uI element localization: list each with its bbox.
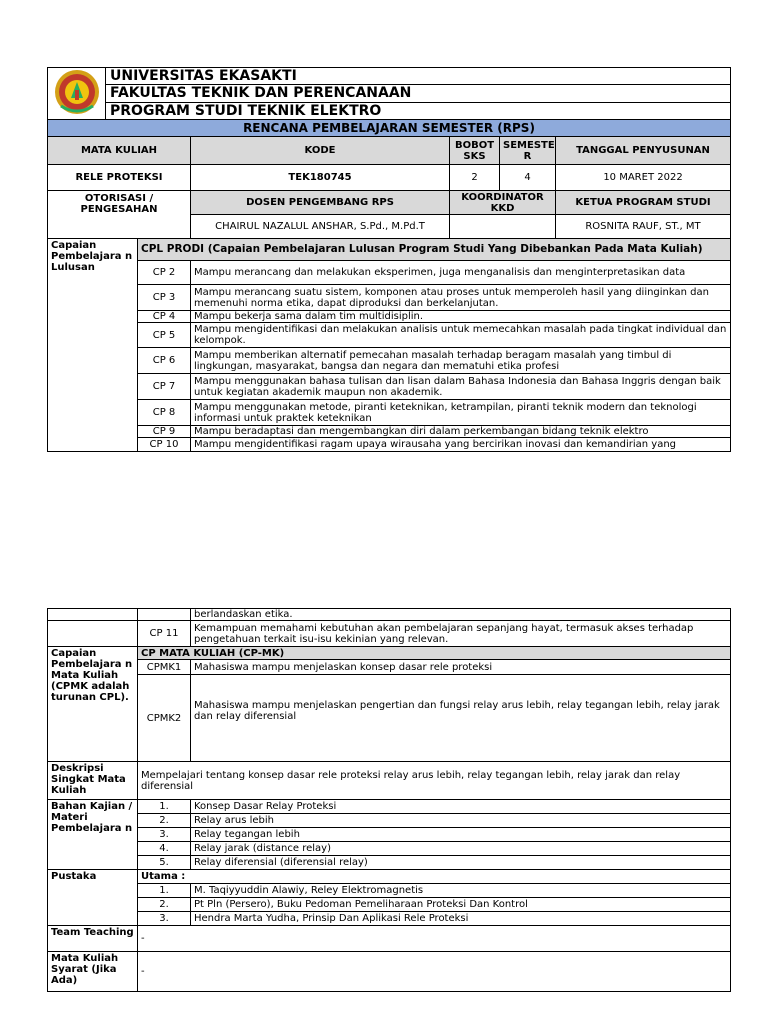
- value-tanggal: 10 MARET 2022: [556, 165, 731, 191]
- bahan-text: Relay jarak (distance relay): [191, 842, 731, 856]
- bahan-num: 2.: [138, 814, 191, 828]
- cp-code: CP 9: [138, 426, 191, 438]
- value-semester: 4: [500, 165, 556, 191]
- blank-side-cell: [48, 621, 138, 647]
- university-seal-icon: [51, 68, 103, 116]
- deskripsi-text: Mempelajari tentang konsep dasar rele proteksi relay arus lebih, relay tegangan lebih, relay jarak dan relay diferensial: [138, 762, 731, 800]
- header-koordinator: KOORDINATOR KKD: [450, 191, 556, 215]
- header-semester: SEMESTE R: [500, 137, 556, 165]
- blank-code-cell: [138, 609, 191, 621]
- cp-text: Mampu merancang suatu sistem, komponen atau proses untuk memperoleh hasil yang diinginkan dan memenuhi norma etika, dapat diproduksi dan berkelanjutan.: [191, 285, 731, 311]
- cp-code: CP 7: [138, 374, 191, 400]
- value-bobot: 2: [450, 165, 500, 191]
- value-kode: TEK180745: [191, 165, 450, 191]
- header-kode: KODE: [191, 137, 450, 165]
- cp-text: Mampu beradaptasi dan mengembangkan diri dalam perkembangan bidang teknik elektro: [191, 426, 731, 438]
- header-tanggal: TANGGAL PENYUSUNAN: [556, 137, 731, 165]
- cp-code: CP 11: [138, 621, 191, 647]
- pustaka-num: 2.: [138, 898, 191, 912]
- cpmk-code: CPMK1: [138, 660, 191, 675]
- cp-code: CP 8: [138, 400, 191, 426]
- deskripsi-side-label: Deskripsi Singkat Mata Kuliah: [48, 762, 138, 800]
- rps-table-page2: [47, 608, 731, 992]
- header-mata-kuliah: MATA KULIAH: [48, 137, 191, 165]
- university-logo: [48, 68, 106, 120]
- bahan-text: Relay tegangan lebih: [191, 828, 731, 842]
- cpmk-code: CPMK2: [138, 675, 191, 762]
- cp-text: Mampu mengidentifikasi dan melakukan analisis untuk memecahkan masalah pada tingkat individual dan kelompok.: [191, 323, 731, 348]
- bahan-text: Relay diferensial (diferensial relay): [191, 856, 731, 870]
- cp-text: Mampu merancang dan melakukan eksperimen, juga menganalisis dan menginterpretasikan data: [191, 261, 731, 285]
- blank-side-cell: [48, 609, 138, 621]
- bahan-num: 5.: [138, 856, 191, 870]
- cpmk-heading: CP MATA KULIAH (CP-MK): [138, 647, 731, 660]
- faculty-name: FAKULTAS TEKNIK DAN PERENCANAAN: [106, 85, 731, 102]
- cpl-side-label: Capaian Pembelajara n Lulusan: [48, 239, 138, 452]
- pustaka-text: Pt Pln (Persero), Buku Pedoman Pemeliharaan Proteksi Dan Kontrol: [191, 898, 731, 912]
- cpmk-side-label: Capaian Pembelajara n Mata Kuliah (CPMK adalah turunan CPL).: [48, 647, 138, 762]
- bahan-side-label: Bahan Kajian / Materi Pembelajara n: [48, 800, 138, 870]
- bahan-num: 4.: [138, 842, 191, 856]
- cp-text: Mampu mengidentifikasi ragam upaya wirausaha yang bercirikan inovasi dan kemandirian yang: [191, 438, 731, 452]
- syarat-value: -: [138, 952, 731, 992]
- value-koordinator: [450, 215, 556, 239]
- value-dosen: CHAIRUL NAZALUL ANSHAR, S.Pd., M.Pd.T: [191, 215, 450, 239]
- header-dosen: DOSEN PENGEMBANG RPS: [191, 191, 450, 215]
- bahan-text: Relay arus lebih: [191, 814, 731, 828]
- letterhead: [47, 67, 731, 120]
- cp-code: CP 6: [138, 348, 191, 374]
- cp-text: Mampu menggunakan bahasa tulisan dan lisan dalam Bahasa Indonesia dan Bahasa Inggris dengan baik untuk kegiatan akademik maupun non akademik.: [191, 374, 731, 400]
- cp-code: CP 3: [138, 285, 191, 311]
- team-side-label: Team Teaching: [48, 926, 138, 952]
- cpl-heading: CPL PRODI (Capaian Pembelajaran Lulusan Program Studi Yang Dibebankan Pada Mata Kuliah): [138, 239, 731, 261]
- rps-table-page1: [47, 119, 731, 452]
- cp-code: CP 4: [138, 311, 191, 323]
- bahan-num: 3.: [138, 828, 191, 842]
- pustaka-num: 1.: [138, 884, 191, 898]
- value-ketua: ROSNITA RAUF, ST., MT: [556, 215, 731, 239]
- document-title: RENCANA PEMBELAJARAN SEMESTER (RPS): [48, 120, 731, 137]
- pustaka-num: 3.: [138, 912, 191, 926]
- cp-text: Mampu bekerja sama dalam tim multidisiplin.: [191, 311, 731, 323]
- cp10-continued: berlandaskan etika.: [191, 609, 731, 621]
- pustaka-text: M. Taqiyyuddin Alawiy, Reley Elektromagnetis: [191, 884, 731, 898]
- program-name: PROGRAM STUDI TEKNIK ELEKTRO: [106, 102, 731, 119]
- header-ketua: KETUA PROGRAM STUDI: [556, 191, 731, 215]
- bahan-num: 1.: [138, 800, 191, 814]
- cp-code: CP 10: [138, 438, 191, 452]
- cpmk-text: Mahasiswa mampu menjelaskan konsep dasar rele proteksi: [191, 660, 731, 675]
- header-bobot: BOBOT SKS: [450, 137, 500, 165]
- university-name: UNIVERSITAS EKASAKTI: [106, 68, 731, 85]
- team-value: -: [138, 926, 731, 952]
- pustaka-heading: Utama :: [138, 870, 731, 884]
- value-mata-kuliah: RELE PROTEKSI: [48, 165, 191, 191]
- cp-text: Kemampuan memahami kebutuhan akan pembelajaran sepanjang hayat, termasuk akses terhadap pengetahuan terkait isu-isu kekinian yang relevan.: [191, 621, 731, 647]
- cp-code: CP 2: [138, 261, 191, 285]
- cp-code: CP 5: [138, 323, 191, 348]
- syarat-side-label: Mata Kuliah Syarat (Jika Ada): [48, 952, 138, 992]
- pustaka-text: Hendra Marta Yudha, Prinsip Dan Aplikasi Rele Proteksi: [191, 912, 731, 926]
- cp-text: Mampu menggunakan metode, piranti keteknikan, ketrampilan, piranti teknik modern dan teknologi informasi untuk praktek keteknikan: [191, 400, 731, 426]
- cpmk-text: Mahasiswa mampu menjelaskan pengertian dan fungsi relay arus lebih, relay tegangan lebih, relay jarak dan relay diferensial: [191, 675, 731, 762]
- cp-text: Mampu memberikan alternatif pemecahan masalah terhadap beragam masalah yang timbul di lingkungan, masyarakat, bangsa dan negara dan mematuhi etika profesi: [191, 348, 731, 374]
- pustaka-side-label: Pustaka: [48, 870, 138, 926]
- bahan-text: Konsep Dasar Relay Proteksi: [191, 800, 731, 814]
- header-otorisasi: OTORISASI / PENGESAHAN: [48, 191, 191, 239]
